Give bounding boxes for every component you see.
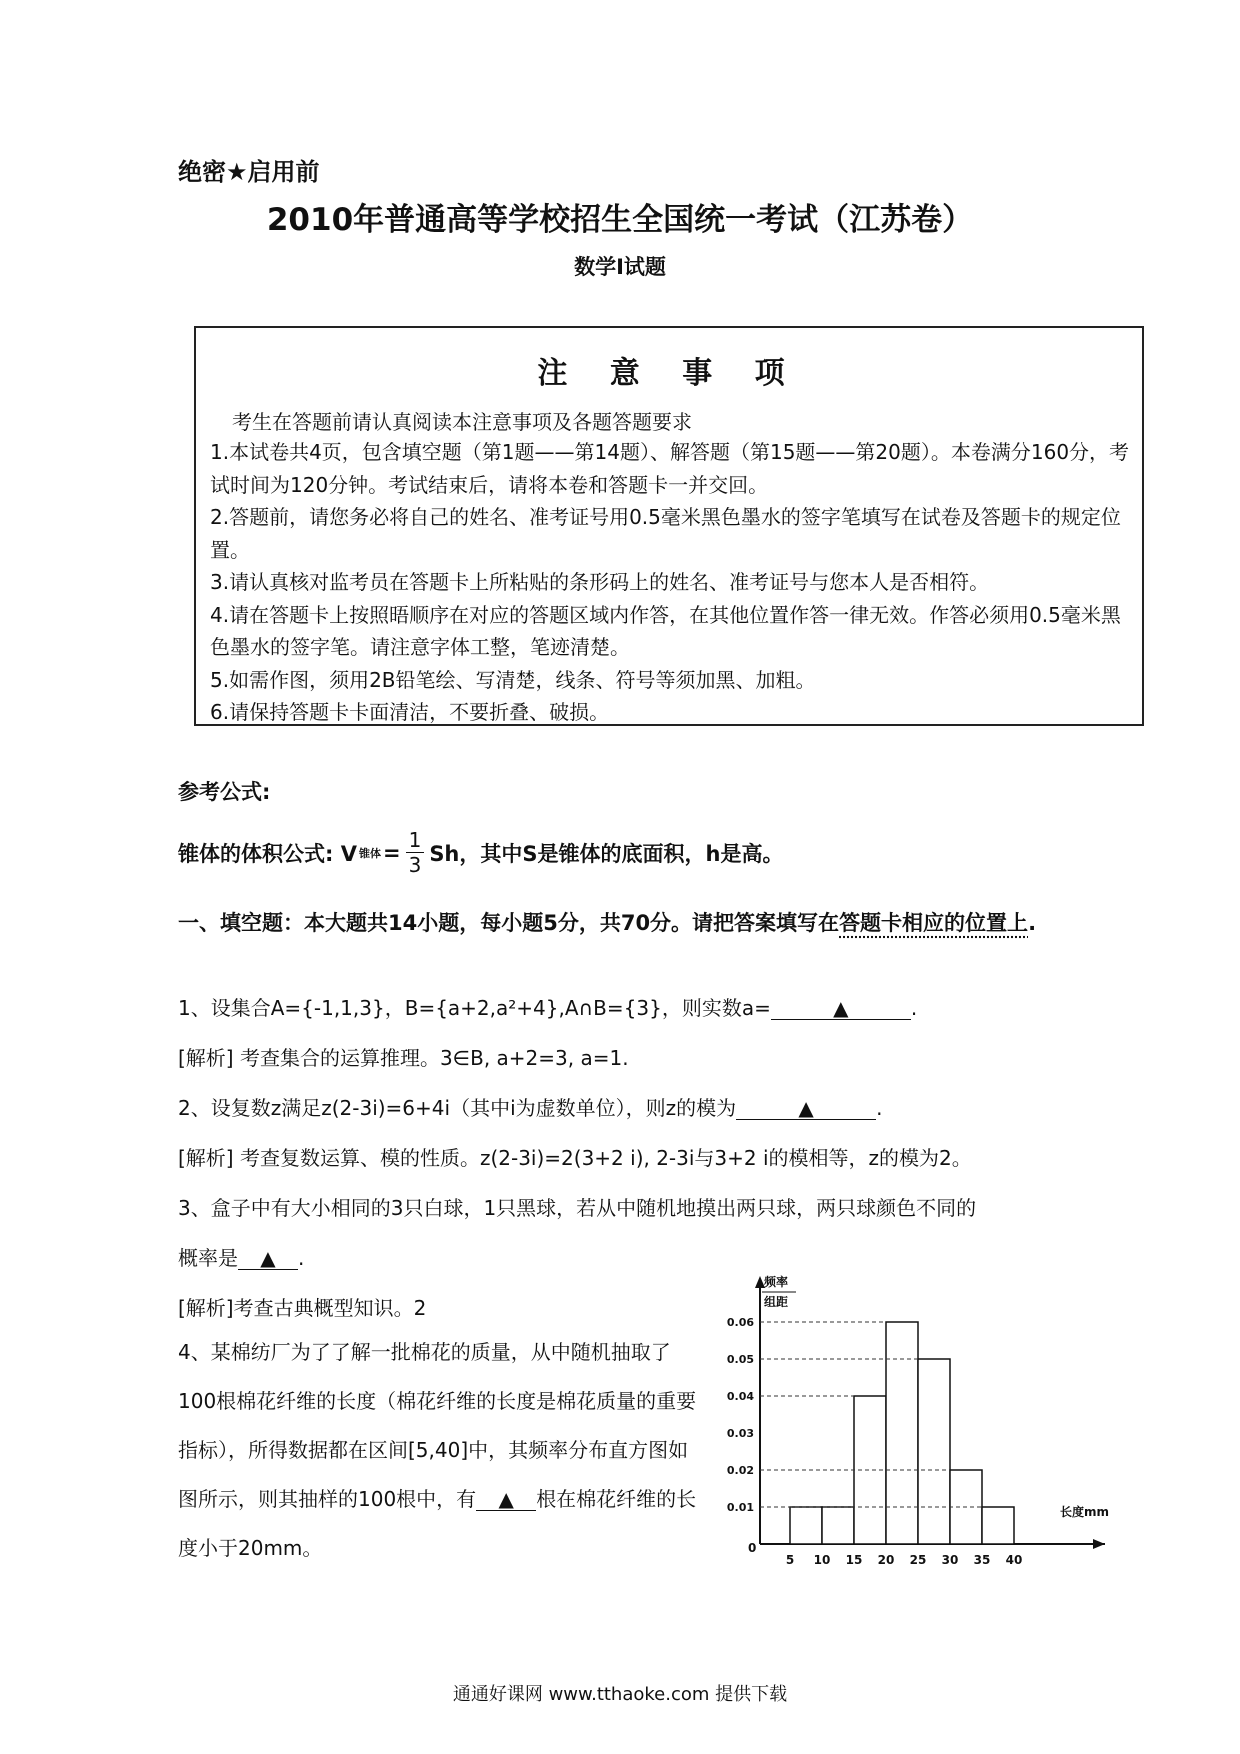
y-tick-label: 0.02 xyxy=(726,1464,754,1477)
x-tick-label: 25 xyxy=(909,1553,927,1567)
question-3b xyxy=(178,1242,304,1271)
section-text: 一、填空题：本大题共14小题，每小题5分，共70分。请把答案填写在 xyxy=(178,911,840,935)
histogram-bar xyxy=(822,1507,854,1544)
cone-volume-formula xyxy=(178,828,783,877)
histogram-bar xyxy=(886,1322,918,1544)
x-axis-label: 长度mm xyxy=(1060,1505,1110,1519)
secret-label: 绝密★启用前 xyxy=(178,158,320,186)
analysis-1: [解析] 考查集合的运算推理。3∈B, a+2=3, a=1. xyxy=(178,1046,629,1070)
section-emphasis: 答题卡相应的位置上 xyxy=(839,911,1029,935)
origin-label: 0 xyxy=(748,1541,757,1555)
notice-item: 5.如需作图，须用2B铅笔绘、写清楚，线条、符号等须加黑、加粗。 xyxy=(210,667,816,692)
x-axis-arrow xyxy=(1093,1539,1105,1549)
notice-item: 3.请认真核对监考员在答题卡上所粘贴的条形码上的姓名、准考证号与您本人是否相符。 xyxy=(210,570,990,594)
reference-label: 参考公式: xyxy=(178,780,271,804)
y-tick-label: 0.03 xyxy=(726,1427,754,1440)
answer-blank: ▲ xyxy=(238,1247,298,1270)
notice-items xyxy=(210,436,1132,729)
question-text: 1、设集合A={-1,1,3}，B={a+2,a²+4},A∩B={3}，则实数a= xyxy=(178,996,771,1020)
notice-item: 1.本试卷共4页，包含填空题（第1题——第14题）、解答题（第15题——第20题）。本卷满分160分，考试时间为120分钟。考试结束后，请将本卷和答题卡一并交回。 xyxy=(210,440,1130,497)
analysis-3: [解析]考查古典概型知识。2 xyxy=(178,1296,427,1320)
x-tick-label: 5 xyxy=(785,1553,795,1567)
question-text: 概率是 xyxy=(178,1246,238,1270)
y-tick-label: 0.06 xyxy=(726,1316,754,1329)
y-tick-label: 0.05 xyxy=(726,1353,754,1366)
x-tick-label: 20 xyxy=(877,1553,895,1567)
notice-item: 2.答题前，请您务必将自己的姓名、准考证号用0.5毫米黑色墨水的签字笔填写在试卷及答题卡的规定位置。 xyxy=(210,505,1121,562)
x-tick-label: 15 xyxy=(845,1553,863,1567)
fraction xyxy=(406,828,425,877)
page-title: 2010年普通高等学校招生全国统一考试（江苏卷） xyxy=(266,202,974,238)
footer-text: 通通好课网 www.tthaoke.com 提供下载 xyxy=(452,1684,788,1705)
question-text: 2、设复数z满足z(2-3i)=6+4i（其中i为虚数单位），则z的模为 xyxy=(178,1096,737,1120)
answer-blank: ▲ xyxy=(771,997,911,1020)
y-tick-label: 0.04 xyxy=(726,1390,754,1403)
analysis-2: [解析] 考查复数运算、模的性质。z(2-3i)=2(3+2 i), 2-3i与3+2 i的模相等，z的模为2。 xyxy=(178,1146,972,1170)
histogram-bar xyxy=(918,1359,950,1544)
fraction-denominator: 3 xyxy=(408,853,422,877)
histogram-chart xyxy=(720,1268,1120,1588)
y-axis-label-bottom: 组距 xyxy=(764,1295,789,1309)
formula-equals: = xyxy=(382,840,401,865)
y-axis-label-top: 频率 xyxy=(764,1275,789,1289)
notice-box xyxy=(194,326,1144,726)
formula-prefix: 锥体的体积公式: V xyxy=(178,841,357,866)
fraction-numerator: 1 xyxy=(406,828,425,853)
x-tick-label: 40 xyxy=(1005,1553,1023,1567)
x-tick-label: 10 xyxy=(813,1553,831,1567)
question-3a: 3、盒子中有大小相同的3只白球，1只黑球，若从中随机地摸出两只球，两只球颜色不同的 xyxy=(178,1196,977,1220)
x-tick-label: 35 xyxy=(973,1553,991,1567)
notice-intro: 考生在答题前请认真阅读本注意事项及各题答题要求 xyxy=(232,410,692,434)
question-2 xyxy=(178,1092,882,1121)
question-end: . xyxy=(876,1096,883,1120)
question-end: . xyxy=(298,1246,305,1270)
notice-item: 4.请在答题卡上按照晤顺序在对应的答题区域内作答，在其他位置作答一律无效。作答必须用0.5毫米黑色墨水的签字笔。请注意字体工整，笔迹清楚。 xyxy=(210,602,1121,659)
question-1 xyxy=(178,992,917,1021)
histogram-bar xyxy=(982,1507,1014,1544)
notice-title: 注 意 事 项 xyxy=(537,356,801,391)
question-text: 4、某棉纺厂为了了解一批棉花的质量，从中随机抽取了100根棉花纤维的长度（棉花纤维的长度是棉花质量的重要指标），所得数据都在区间[5,40]中，其频率分布直方图如图所示，则其抽样的100根中，有 xyxy=(178,1340,697,1511)
x-tick-label: 30 xyxy=(941,1553,959,1567)
histogram-bar xyxy=(790,1507,822,1544)
y-tick-label: 0.01 xyxy=(726,1501,754,1514)
question-text-end: 根在棉花纤维的长度小于20mm。 xyxy=(178,1487,697,1560)
notice-item: 6.请保持答题卡卡面清洁，不要折叠、破损。 xyxy=(210,700,610,724)
section-heading xyxy=(178,898,1078,948)
question-end: . xyxy=(910,996,918,1020)
question-4 xyxy=(178,1328,698,1573)
answer-blank: ▲ xyxy=(736,1097,876,1120)
formula-suffix: Sh，其中S是锥体的底面积，h是高。 xyxy=(429,841,784,866)
page-subtitle: 数学Ⅰ试题 xyxy=(574,255,666,279)
answer-blank: ▲ xyxy=(476,1488,536,1511)
formula-subscript: 锥体 xyxy=(358,846,381,860)
section-period: . xyxy=(1028,911,1037,935)
